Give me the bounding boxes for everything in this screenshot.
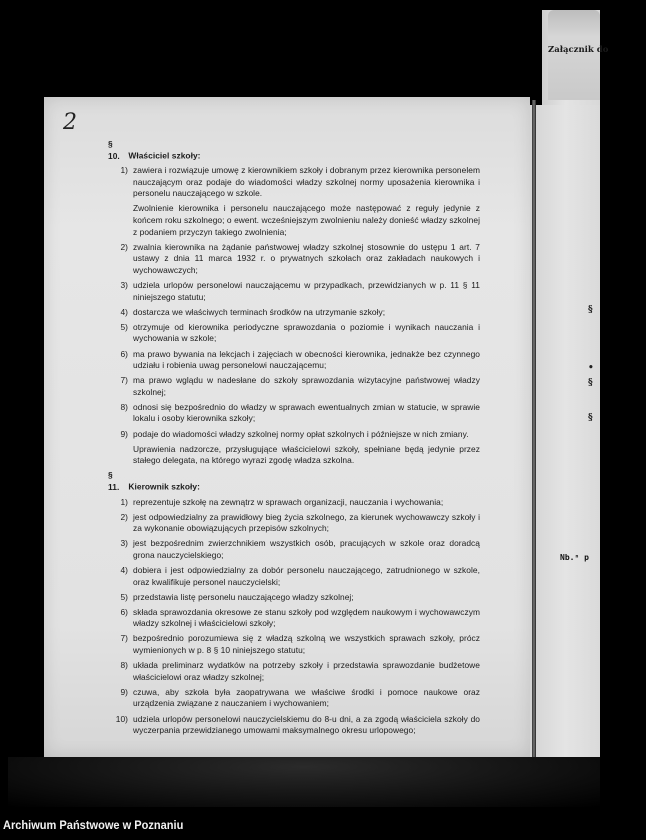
section-heading: [108, 470, 480, 493]
adjacent-page-tab: [548, 10, 600, 100]
margin-mark: §: [588, 413, 593, 423]
margin-mark: §: [588, 305, 593, 315]
item-text: czuwa, aby szkoła była zaopatrywana we właściwe środki i pomoce naukowe oraz urządzenia związane z nauczaniem i wychowaniem;: [133, 686, 480, 709]
list-item: [108, 429, 480, 441]
item-text: układa preliminarz wydatków na potrzeby szkoły i przedstawia sprawozdanie budżetowe właścicielowi oraz władzy szkolnej;: [133, 660, 480, 682]
list-item: [108, 512, 480, 535]
item-number: 7): [120, 375, 128, 386]
item-number: 2): [120, 241, 128, 252]
item-text: bezpośrednio porozumiewa się z władzą szkolną we wszystkich sprawach szkoły, prócz wymienionych w p. 8 § 10 niniejszego statutu;: [133, 633, 480, 656]
section-title: Kierownik szkoły:: [128, 481, 200, 492]
adjacent-page-stamp: Nb.ⁿ p: [560, 553, 589, 562]
section-number: § 11.: [108, 470, 120, 492]
item-text: jest bezpośrednim zwierzchnikiem wszystkich osób, pracujących w szkole oraz doradcą grona nauczycielskiego;: [133, 538, 480, 560]
item-text: podaje do wiadomości władzy szkolnej normy opłat szkolnych i późniejsze w nich zmiany.: [133, 428, 469, 439]
adjacent-page-body: [530, 105, 600, 763]
margin-mark: §: [588, 378, 593, 388]
list-item: [108, 280, 480, 303]
item-text: składa sprawozdania okresowe ze stanu szkoły pod względem naukowym i wychowawczym władzy szkolnej i właścicielowi szkoły;: [133, 606, 480, 629]
list-item: [108, 687, 480, 710]
item-number: 3): [120, 280, 128, 291]
list-item: [108, 565, 480, 588]
list-item: [108, 322, 480, 345]
item-number: 6): [120, 348, 128, 359]
item-text: reprezentuje szkołę na zewnątrz w sprawach organizacji, nauczania i wychowania;: [133, 496, 444, 507]
list-item: [108, 242, 480, 277]
list-item: [108, 165, 480, 200]
item-number: 7): [120, 633, 128, 644]
adjacent-page-tab-label: Załącznik do: [548, 45, 609, 55]
item-number: 9): [120, 428, 128, 439]
scan-shadow: [8, 757, 600, 807]
item-number: 4): [120, 306, 128, 317]
item-number: 3): [120, 538, 128, 549]
list-item: [108, 402, 480, 425]
list-item: [108, 633, 480, 656]
item-text: Uprawienia nadzorcze, przysługujące właścicielowi szkoły, spełniane będą jedynie przez stałego delegata, na którego wyrazi zgodę władza szkolna.: [133, 443, 480, 466]
item-number: 6): [120, 606, 128, 617]
item-number: 1): [120, 496, 128, 507]
item-number: 4): [120, 565, 128, 575]
list-item: [108, 497, 480, 509]
item-number: 2): [120, 511, 128, 522]
list-item: [108, 592, 480, 604]
item-text: jest odpowiedzialny za prawidłowy bieg życia szkolnego, za kierunek wychowawczy szkoły i za wykonanie obowiązujących przepisów szkolnych;: [133, 511, 480, 534]
section-number: § 10.: [108, 139, 120, 161]
handwritten-page-number: 2: [63, 110, 77, 135]
item-text: ma prawo wglądu w nadesłane do szkoły sprawozdania wizytacyjne państwowej władzy szkolnej;: [133, 375, 480, 397]
item-text: dostarcza we właściwych terminach środków na utrzymanie szkoły;: [133, 306, 386, 317]
item-text: udziela urlopów personelowi nauczycielskiemu do 8-u dni, a za zgodą właściciela szkoły do wyczerpania przewidzianego umowami maksymalnego okresu urlopowego;: [133, 713, 480, 736]
section-heading: [108, 139, 480, 162]
item-number: 8): [120, 401, 128, 412]
list-item: [108, 714, 480, 737]
item-number: 1): [120, 165, 128, 176]
section: [108, 139, 480, 467]
document-text: [108, 139, 480, 740]
section: [108, 470, 480, 736]
item-text: udziela urlopów personelowi nauczającemu w przypadkach, przewidzianych w p. 11 § 11 niniejszego statutu;: [133, 280, 480, 302]
section-title: Właściciel szkoły:: [128, 150, 201, 161]
list-item: [108, 307, 480, 319]
item-text: zwalnia kierownika na żądanie państwowej władzy szkolnej stosownie do ustępu 1 art. 7 ustawy z dnia 11 marca 1932 r. o prywatnych szkołach oraz zakładach naukowych i wychowawczych;: [133, 241, 480, 275]
item-text: Zwolnienie kierownika i personelu nauczającego może następować z reguły jedynie z końcem roku szkolnego; o ewent. wcześniejszym zwolnieniu należy donieść władzy szkolnej z podaniem przyczyn takiego zwolnienia;: [133, 203, 480, 237]
item-text: zawiera i rozwiązuje umowę z kierownikiem szkoły i dobranym przez kierownika personelem nauczającym oraz podaje do wiadomości władzy szkolnej normy uposażenia kierownika i personelu nauczającego w szkole.: [133, 165, 480, 199]
item-number: 10): [115, 713, 128, 724]
item-text: dobiera i jest odpowiedzialny za dobór personelu nauczającego, zatrudnionego w szkole, oraz kwalifikuje personel nauczycielski;: [133, 565, 480, 587]
list-item: [108, 607, 480, 630]
page-fold: [532, 100, 536, 765]
item-text: przedstawia listę personelu nauczającego władzy szkolnej;: [133, 591, 354, 602]
item-text: odnosi się bezpośrednio do władzy w sprawach ewentualnych zmian w statucie, w sprawie lokalu i osoby kierownika szkoły;: [133, 401, 480, 424]
list-item: [108, 349, 480, 372]
item-number: 5): [120, 321, 128, 332]
list-item: [108, 375, 480, 398]
margin-mark: •: [588, 363, 594, 373]
item-number: 5): [120, 591, 128, 602]
item-number: 8): [120, 660, 128, 671]
item-number: 9): [120, 686, 128, 697]
list-item: [108, 660, 480, 683]
item-text: ma prawo bywania na lekcjach i zajęciach w obecności kierownika, jednakże bez czynnego udziału i robienia uwag personelowi nauczającemu;: [133, 348, 480, 371]
paragraph: [108, 203, 480, 238]
archive-watermark: Archiwum Państwowe w Poznaniu: [3, 818, 184, 832]
paragraph: [108, 444, 480, 467]
item-text: otrzymuje od kierownika periodyczne sprawozdania o poziomie i wynikach nauczania i wychowania w szkole;: [133, 321, 480, 344]
list-item: [108, 538, 480, 561]
